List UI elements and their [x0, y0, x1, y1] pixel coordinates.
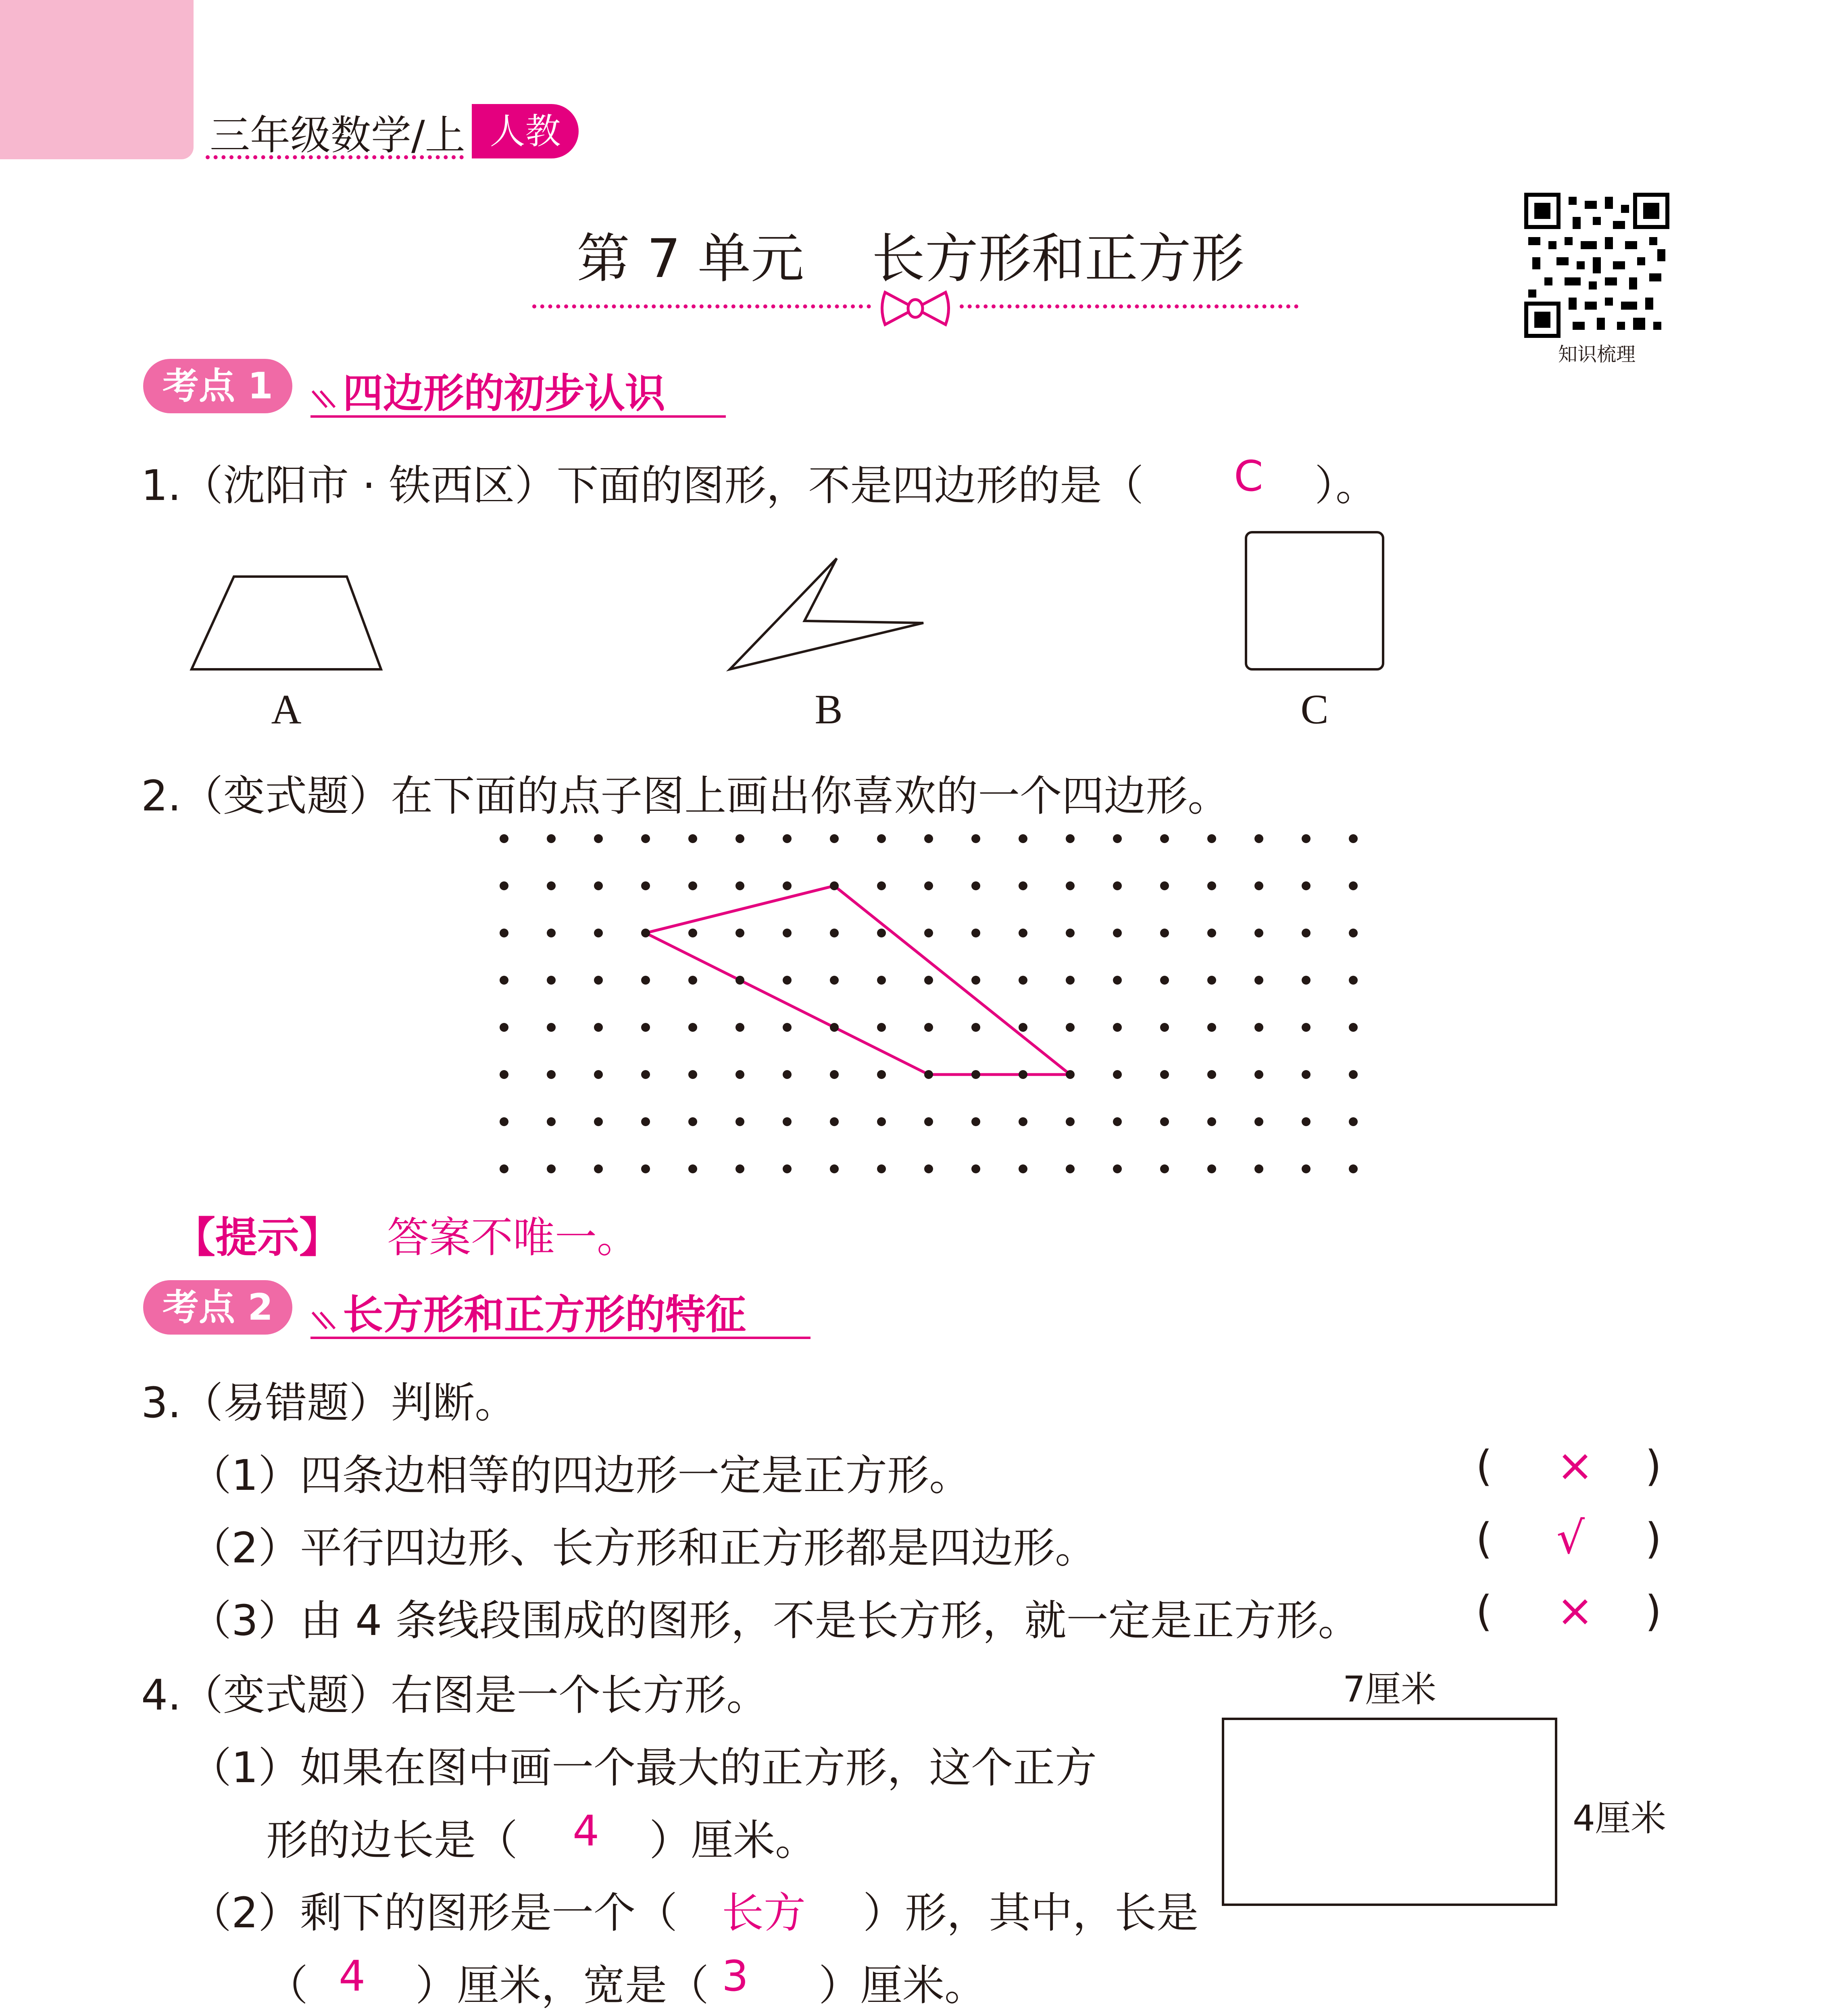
- grid-dot: [1302, 929, 1311, 937]
- q1-answer: C: [1234, 452, 1263, 501]
- grid-dot: [830, 929, 839, 937]
- grid-dot: [1019, 1117, 1027, 1126]
- grid-dot: [924, 1023, 933, 1032]
- grid-dot: [1349, 1164, 1358, 1173]
- grid-dot: [971, 976, 980, 985]
- grid-dot: [1349, 976, 1358, 985]
- corner-tab: [0, 0, 194, 159]
- unit-title: 第 7 单元 长方形和正方形: [577, 228, 1244, 290]
- grid-dot: [1066, 881, 1075, 890]
- grid-dot: [1113, 1164, 1122, 1173]
- q3-item2-close: ): [1645, 1514, 1662, 1563]
- grid-dot: [500, 1117, 508, 1126]
- slash-decor-icon: [310, 387, 339, 411]
- shape-c-square: [1246, 532, 1383, 669]
- grid-dot: [735, 834, 744, 843]
- qr-caption: 知识梳理: [1558, 343, 1636, 366]
- grid-dot: [688, 976, 697, 985]
- grid-dot: [641, 1023, 650, 1032]
- grid-dot: [1207, 1023, 1216, 1032]
- grid-dot: [1302, 881, 1311, 890]
- qr-code[interactable]: [1524, 193, 1669, 338]
- grid-dot: [1302, 1070, 1311, 1079]
- grid-dot: [1113, 1070, 1122, 1079]
- slash-decor-icon: [310, 1308, 339, 1333]
- grid-dot: [1254, 976, 1263, 985]
- grid-dot: [1207, 1117, 1216, 1126]
- grid-dot: [830, 1164, 839, 1173]
- grid-dot: [500, 881, 508, 890]
- grid-dot: [783, 1164, 792, 1173]
- q4-p2-answer-length: 4: [339, 1951, 366, 2001]
- q4-p2-answer-shape: 长方: [722, 1888, 806, 1937]
- q4-p1-line2b: ）厘米。: [649, 1816, 817, 1865]
- q4-p2-answer-width: 3: [722, 1951, 749, 2001]
- grid-dot: [547, 834, 556, 843]
- grid-dot: [547, 976, 556, 985]
- grid-dot: [594, 834, 603, 843]
- grid-dot: [1160, 1023, 1169, 1032]
- q3-item2-answer: √: [1556, 1512, 1585, 1564]
- q4-rectangle: [1222, 1718, 1557, 1906]
- grid-dot: [1113, 976, 1122, 985]
- grid-dot: [547, 1164, 556, 1173]
- q2-text: 2.（变式题）在下面的点子图上画出你喜欢的一个四边形。: [141, 771, 1230, 821]
- grid-dot: [1066, 976, 1075, 985]
- grid-dot: [783, 834, 792, 843]
- grid-dot: [1349, 881, 1358, 890]
- grid-dot: [1349, 929, 1358, 937]
- grid-dot: [1113, 834, 1122, 843]
- grid-dot: [1160, 834, 1169, 843]
- hint-text: 答案不唯一。: [387, 1213, 639, 1262]
- grid-dot: [1160, 1117, 1169, 1126]
- q3-item1-close: ): [1645, 1441, 1662, 1491]
- grid-dot: [594, 1023, 603, 1032]
- grid-dot: [877, 881, 886, 890]
- q3-item3-close: ): [1645, 1587, 1662, 1636]
- bow-icon: [877, 288, 954, 329]
- grid-dot: [500, 1164, 508, 1173]
- grid-dot: [500, 1023, 508, 1032]
- grid-dot: [783, 976, 792, 985]
- grid-dot: [924, 881, 933, 890]
- grid-dot: [1302, 1023, 1311, 1032]
- grid-dot: [594, 1164, 603, 1173]
- grid-dot: [547, 1117, 556, 1126]
- grid-dot: [1207, 1164, 1216, 1173]
- grid-dot: [830, 881, 839, 890]
- grid-dot: [1302, 976, 1311, 985]
- grid-dot: [1066, 1023, 1075, 1032]
- q4-p1-answer: 4: [573, 1806, 600, 1856]
- grid-dot: [688, 834, 697, 843]
- title-divider-right: [960, 304, 1298, 308]
- grid-dot: [783, 1117, 792, 1126]
- grid-dot: [547, 929, 556, 937]
- grid-dot: [783, 929, 792, 937]
- grid-dot: [594, 976, 603, 985]
- grid-dot: [971, 1023, 980, 1032]
- grid-dot: [641, 881, 650, 890]
- grid-dot: [1019, 881, 1027, 890]
- grid-dot: [1302, 834, 1311, 843]
- grid-dot: [1349, 1117, 1358, 1126]
- grid-dot: [1113, 1023, 1122, 1032]
- grid-dot: [830, 1070, 839, 1079]
- grid-dot: [971, 881, 980, 890]
- grid-dot: [688, 1070, 697, 1079]
- grid-dot: [1302, 1117, 1311, 1126]
- grid-dot: [1113, 929, 1122, 937]
- grid-dot: [924, 929, 933, 937]
- shape-a-trapezoid: [192, 577, 381, 669]
- q4-p2-line1a: （2）剩下的图形是一个（: [190, 1888, 678, 1937]
- grid-dot: [971, 1070, 980, 1079]
- book-title: 三年级数学/上: [210, 112, 465, 159]
- q4-rect-width-label: 7厘米: [1343, 1668, 1436, 1710]
- grid-dot: [877, 929, 886, 937]
- hint-label: 【提示】: [173, 1213, 342, 1262]
- q1-text: 1.（沈阳市 · 铁西区）下面的图形，不是四边形的是（: [141, 461, 1144, 510]
- q4-p1-line2a: 形的边长是（: [266, 1816, 518, 1865]
- q3-item3-text: （3）由 4 条线段围成的图形，不是长方形，就一定是正方形。: [190, 1596, 1360, 1645]
- section2-badge: 考点 2: [143, 1280, 292, 1335]
- grid-dot: [1160, 1164, 1169, 1173]
- q1-label-c: C: [1300, 686, 1329, 733]
- grid-dot: [783, 1023, 792, 1032]
- q1-label-b: B: [815, 686, 843, 733]
- grid-dot: [1066, 1164, 1075, 1173]
- grid-dot: [641, 834, 650, 843]
- grid-dot: [877, 1164, 886, 1173]
- grid-dot: [1113, 1117, 1122, 1126]
- grid-dot: [594, 1070, 603, 1079]
- grid-dot: [1254, 881, 1263, 890]
- q4-p1-line1: （1）如果在图中画一个最大的正方形，这个正方: [190, 1743, 1097, 1792]
- section1-badge: 考点 1: [143, 359, 292, 413]
- q3-item1-text: （1）四条边相等的四边形一定是正方形。: [190, 1451, 971, 1500]
- grid-dot: [688, 1164, 697, 1173]
- grid-dot: [877, 1117, 886, 1126]
- grid-dot: [735, 1070, 744, 1079]
- grid-dot: [1160, 881, 1169, 890]
- grid-dot: [1254, 1023, 1263, 1032]
- grid-dot: [1207, 1070, 1216, 1079]
- grid-dot: [641, 976, 650, 985]
- grid-dot: [1207, 976, 1216, 985]
- q3-item2-text: （2）平行四边形、长方形和正方形都是四边形。: [190, 1523, 1097, 1572]
- grid-dot: [877, 1023, 886, 1032]
- grid-dot: [971, 929, 980, 937]
- q3-item3-open: (: [1476, 1587, 1492, 1636]
- grid-dot: [688, 929, 697, 937]
- q1-close: ）。: [1315, 461, 1378, 510]
- grid-dot: [594, 929, 603, 937]
- grid-dot: [971, 834, 980, 843]
- section2-underline: [310, 1337, 810, 1339]
- grid-dot: [1019, 1164, 1027, 1173]
- grid-dot: [1254, 1117, 1263, 1126]
- grid-dot: [1019, 834, 1027, 843]
- grid-dot: [924, 1164, 933, 1173]
- q3-text: 3.（易错题）判断。: [141, 1378, 517, 1427]
- grid-dot: [830, 976, 839, 985]
- q4-text: 4.（变式题）右图是一个长方形。: [141, 1670, 769, 1720]
- q4-p2-line2b: ）厘米，宽是（: [415, 1961, 709, 2010]
- section1-underline: [310, 415, 726, 418]
- grid-dot: [830, 834, 839, 843]
- grid-dot: [641, 929, 650, 937]
- q4-p2-line2c: ）厘米。: [819, 1961, 987, 2010]
- grid-dot: [1160, 929, 1169, 937]
- grid-dot: [877, 834, 886, 843]
- grid-dot: [830, 1023, 839, 1032]
- shape-b-arrowhead: [730, 558, 923, 669]
- grid-dot: [688, 881, 697, 890]
- grid-dot: [641, 1164, 650, 1173]
- edition-badge: 人教: [472, 104, 579, 158]
- drawn-quadrilateral: [646, 886, 1070, 1075]
- grid-dot: [1207, 881, 1216, 890]
- grid-dot: [594, 1117, 603, 1126]
- grid-dot: [735, 1117, 744, 1126]
- grid-dot: [783, 1070, 792, 1079]
- grid-dot: [1349, 1023, 1358, 1032]
- q3-item3-answer: ×: [1556, 1585, 1594, 1636]
- grid-dot: [594, 881, 603, 890]
- grid-dot: [688, 1023, 697, 1032]
- q3-item1-answer: ×: [1556, 1439, 1594, 1491]
- grid-dot: [830, 1117, 839, 1126]
- section1-title: 四边形的初步认识: [343, 370, 665, 417]
- grid-dot: [1254, 929, 1263, 937]
- grid-dot: [1066, 1117, 1075, 1126]
- q1-label-a: A: [271, 686, 302, 733]
- grid-dot: [971, 1117, 980, 1126]
- grid-dot: [1066, 834, 1075, 843]
- grid-dot: [641, 1117, 650, 1126]
- section2-title: 长方形和正方形的特征: [343, 1291, 746, 1338]
- grid-dot: [1019, 1023, 1027, 1032]
- grid-dot: [547, 1070, 556, 1079]
- header-divider: [206, 155, 464, 159]
- grid-dot: [877, 1070, 886, 1079]
- grid-dot: [924, 976, 933, 985]
- grid-dot: [1207, 834, 1216, 843]
- grid-dot: [641, 1070, 650, 1079]
- grid-dot: [1207, 929, 1216, 937]
- title-divider-left: [532, 304, 871, 308]
- grid-dot: [500, 929, 508, 937]
- q4-p2-line1b: ）形，其中，长是: [863, 1888, 1199, 1937]
- grid-dot: [1302, 1164, 1311, 1173]
- q3-item1-open: (: [1476, 1441, 1492, 1491]
- grid-dot: [1349, 1070, 1358, 1079]
- grid-dot: [924, 1070, 933, 1079]
- grid-dot: [1019, 929, 1027, 937]
- grid-dot: [735, 1164, 744, 1173]
- grid-dot: [547, 881, 556, 890]
- grid-dot: [877, 976, 886, 985]
- q4-rect-height-label: 4厘米: [1573, 1797, 1666, 1839]
- grid-dot: [735, 1023, 744, 1032]
- grid-dot: [1160, 1070, 1169, 1079]
- grid-dot: [1254, 1070, 1263, 1079]
- grid-dot: [735, 976, 744, 985]
- grid-dot: [1254, 834, 1263, 843]
- grid-dot: [500, 834, 508, 843]
- grid-dot: [924, 834, 933, 843]
- grid-dot: [1066, 929, 1075, 937]
- dot-grid[interactable]: [484, 823, 1371, 1185]
- grid-dot: [1019, 1070, 1027, 1079]
- grid-dot: [971, 1164, 980, 1173]
- grid-dot: [735, 881, 744, 890]
- q4-p2-line2a: （: [266, 1961, 308, 2010]
- grid-dot: [500, 976, 508, 985]
- grid-dot: [547, 1023, 556, 1032]
- grid-dot: [1019, 976, 1027, 985]
- grid-dot: [1254, 1164, 1263, 1173]
- grid-dot: [1160, 976, 1169, 985]
- q3-item2-open: (: [1476, 1514, 1492, 1563]
- grid-dot: [1349, 834, 1358, 843]
- grid-dot: [1113, 881, 1122, 890]
- grid-dot: [735, 929, 744, 937]
- grid-dot: [924, 1117, 933, 1126]
- grid-dot: [783, 881, 792, 890]
- grid-dot: [1066, 1070, 1075, 1079]
- grid-dot: [688, 1117, 697, 1126]
- q1-shapes: [181, 524, 1431, 685]
- grid-dot: [500, 1070, 508, 1079]
